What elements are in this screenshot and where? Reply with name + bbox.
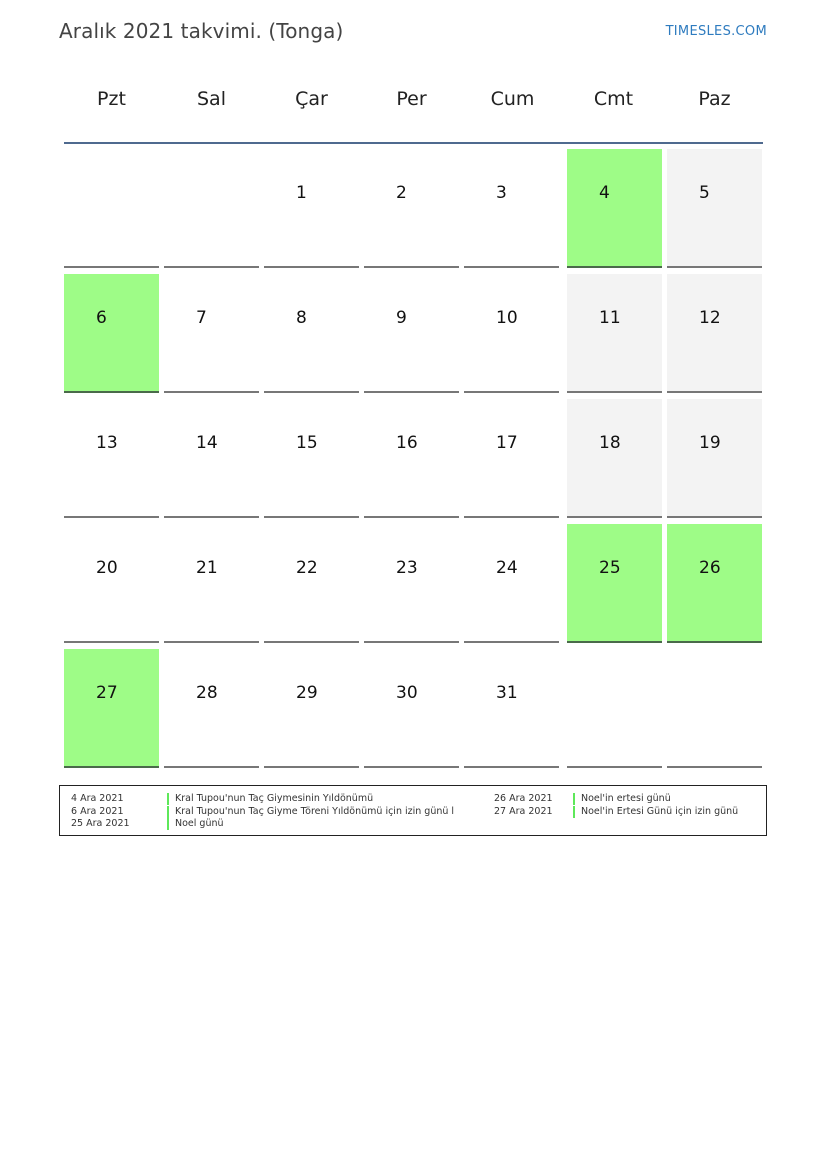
day-number: 16 [396, 433, 418, 453]
day-cell[interactable] [364, 149, 459, 268]
legend-date: 6 Ara 2021 [71, 806, 124, 817]
day-number: 19 [699, 433, 721, 453]
day-number: 11 [599, 308, 621, 328]
day-number: 27 [96, 683, 118, 703]
day-cell[interactable] [364, 399, 459, 518]
day-number: 22 [296, 558, 318, 578]
day-number: 8 [296, 308, 307, 328]
header-divider [64, 142, 763, 144]
holiday-color-marker [167, 793, 169, 805]
weekday-thu: Per [396, 88, 427, 110]
day-cell[interactable] [464, 524, 559, 643]
weekday-mon: Pzt [97, 88, 126, 110]
empty-day-cell [667, 649, 762, 768]
day-number: 3 [496, 183, 507, 203]
day-number: 30 [396, 683, 418, 703]
day-cell[interactable] [364, 524, 459, 643]
day-number: 21 [196, 558, 218, 578]
weekday-sat: Cmt [593, 88, 634, 110]
holiday-color-marker [573, 793, 575, 805]
weekday-tue: Sal [197, 88, 226, 110]
day-cell[interactable] [667, 399, 762, 518]
day-number: 28 [196, 683, 218, 703]
weekday-wed: Çar [295, 88, 328, 110]
legend-item [494, 805, 754, 818]
legend-name: Noel günü [175, 818, 224, 829]
day-number: 15 [296, 433, 318, 453]
day-cell[interactable] [364, 274, 459, 393]
holiday-color-marker [573, 806, 575, 818]
brand-link[interactable]: TIMESLES.COM [665, 24, 767, 39]
day-cell[interactable] [264, 399, 359, 518]
day-cell[interactable] [164, 399, 259, 518]
legend-item [71, 792, 491, 805]
legend-item [494, 792, 754, 805]
day-cell[interactable] [264, 274, 359, 393]
day-number: 23 [396, 558, 418, 578]
day-cell[interactable] [64, 524, 159, 643]
day-cell[interactable] [364, 649, 459, 768]
day-number: 1 [296, 183, 307, 203]
legend-name: Noel'in ertesi günü [581, 793, 671, 804]
day-number: 25 [599, 558, 621, 578]
day-cell[interactable] [164, 649, 259, 768]
day-number: 26 [699, 558, 721, 578]
day-number: 13 [96, 433, 118, 453]
legend-date: 25 Ara 2021 [71, 818, 130, 829]
holiday-legend [59, 785, 767, 836]
day-cell[interactable] [64, 399, 159, 518]
day-number: 10 [496, 308, 518, 328]
day-cell[interactable] [264, 149, 359, 268]
day-number: 31 [496, 683, 518, 703]
day-cell[interactable] [567, 524, 662, 643]
empty-day-cell [567, 649, 662, 768]
legend-date: 26 Ara 2021 [494, 793, 553, 804]
day-cell[interactable] [164, 524, 259, 643]
day-cell[interactable] [464, 149, 559, 268]
weekday-sun: Paz [698, 88, 731, 110]
day-number: 24 [496, 558, 518, 578]
legend-name: Kral Tupou'nun Taç Giyme Töreni Yıldönümü için izin günü l [175, 806, 455, 817]
day-cell[interactable] [264, 524, 359, 643]
day-number: 14 [196, 433, 218, 453]
day-cell[interactable] [264, 649, 359, 768]
day-cell[interactable] [464, 399, 559, 518]
day-cell[interactable] [464, 649, 559, 768]
day-cell[interactable] [667, 524, 762, 643]
day-cell[interactable] [567, 399, 662, 518]
legend-name: Kral Tupou'nun Taç Giymesinin Yıldönümü [175, 793, 374, 804]
day-number: 12 [699, 308, 721, 328]
day-cell[interactable] [64, 274, 159, 393]
day-number: 20 [96, 558, 118, 578]
day-number: 5 [699, 183, 710, 203]
day-number: 4 [599, 183, 610, 203]
legend-item [71, 817, 491, 830]
day-number: 2 [396, 183, 407, 203]
legend-name: Noel'in Ertesi Günü için izin günü [581, 806, 739, 817]
day-cell[interactable] [64, 649, 159, 768]
holiday-color-marker [167, 818, 169, 830]
weekday-header [64, 88, 763, 118]
legend-date: 4 Ara 2021 [71, 793, 124, 804]
day-cell[interactable] [667, 149, 762, 268]
day-number: 7 [196, 308, 207, 328]
day-cell[interactable] [164, 274, 259, 393]
empty-day-cell [64, 149, 159, 268]
day-cell[interactable] [667, 274, 762, 393]
day-number: 9 [396, 308, 407, 328]
day-cell[interactable] [464, 274, 559, 393]
day-number: 17 [496, 433, 518, 453]
day-cell[interactable] [567, 274, 662, 393]
day-cell[interactable] [567, 149, 662, 268]
calendar-title: Aralık 2021 takvimi. (Tonga) [59, 19, 344, 43]
empty-day-cell [164, 149, 259, 268]
day-number: 6 [96, 308, 107, 328]
legend-date: 27 Ara 2021 [494, 806, 553, 817]
day-number: 29 [296, 683, 318, 703]
day-number: 18 [599, 433, 621, 453]
weekday-fri: Cum [490, 88, 535, 110]
